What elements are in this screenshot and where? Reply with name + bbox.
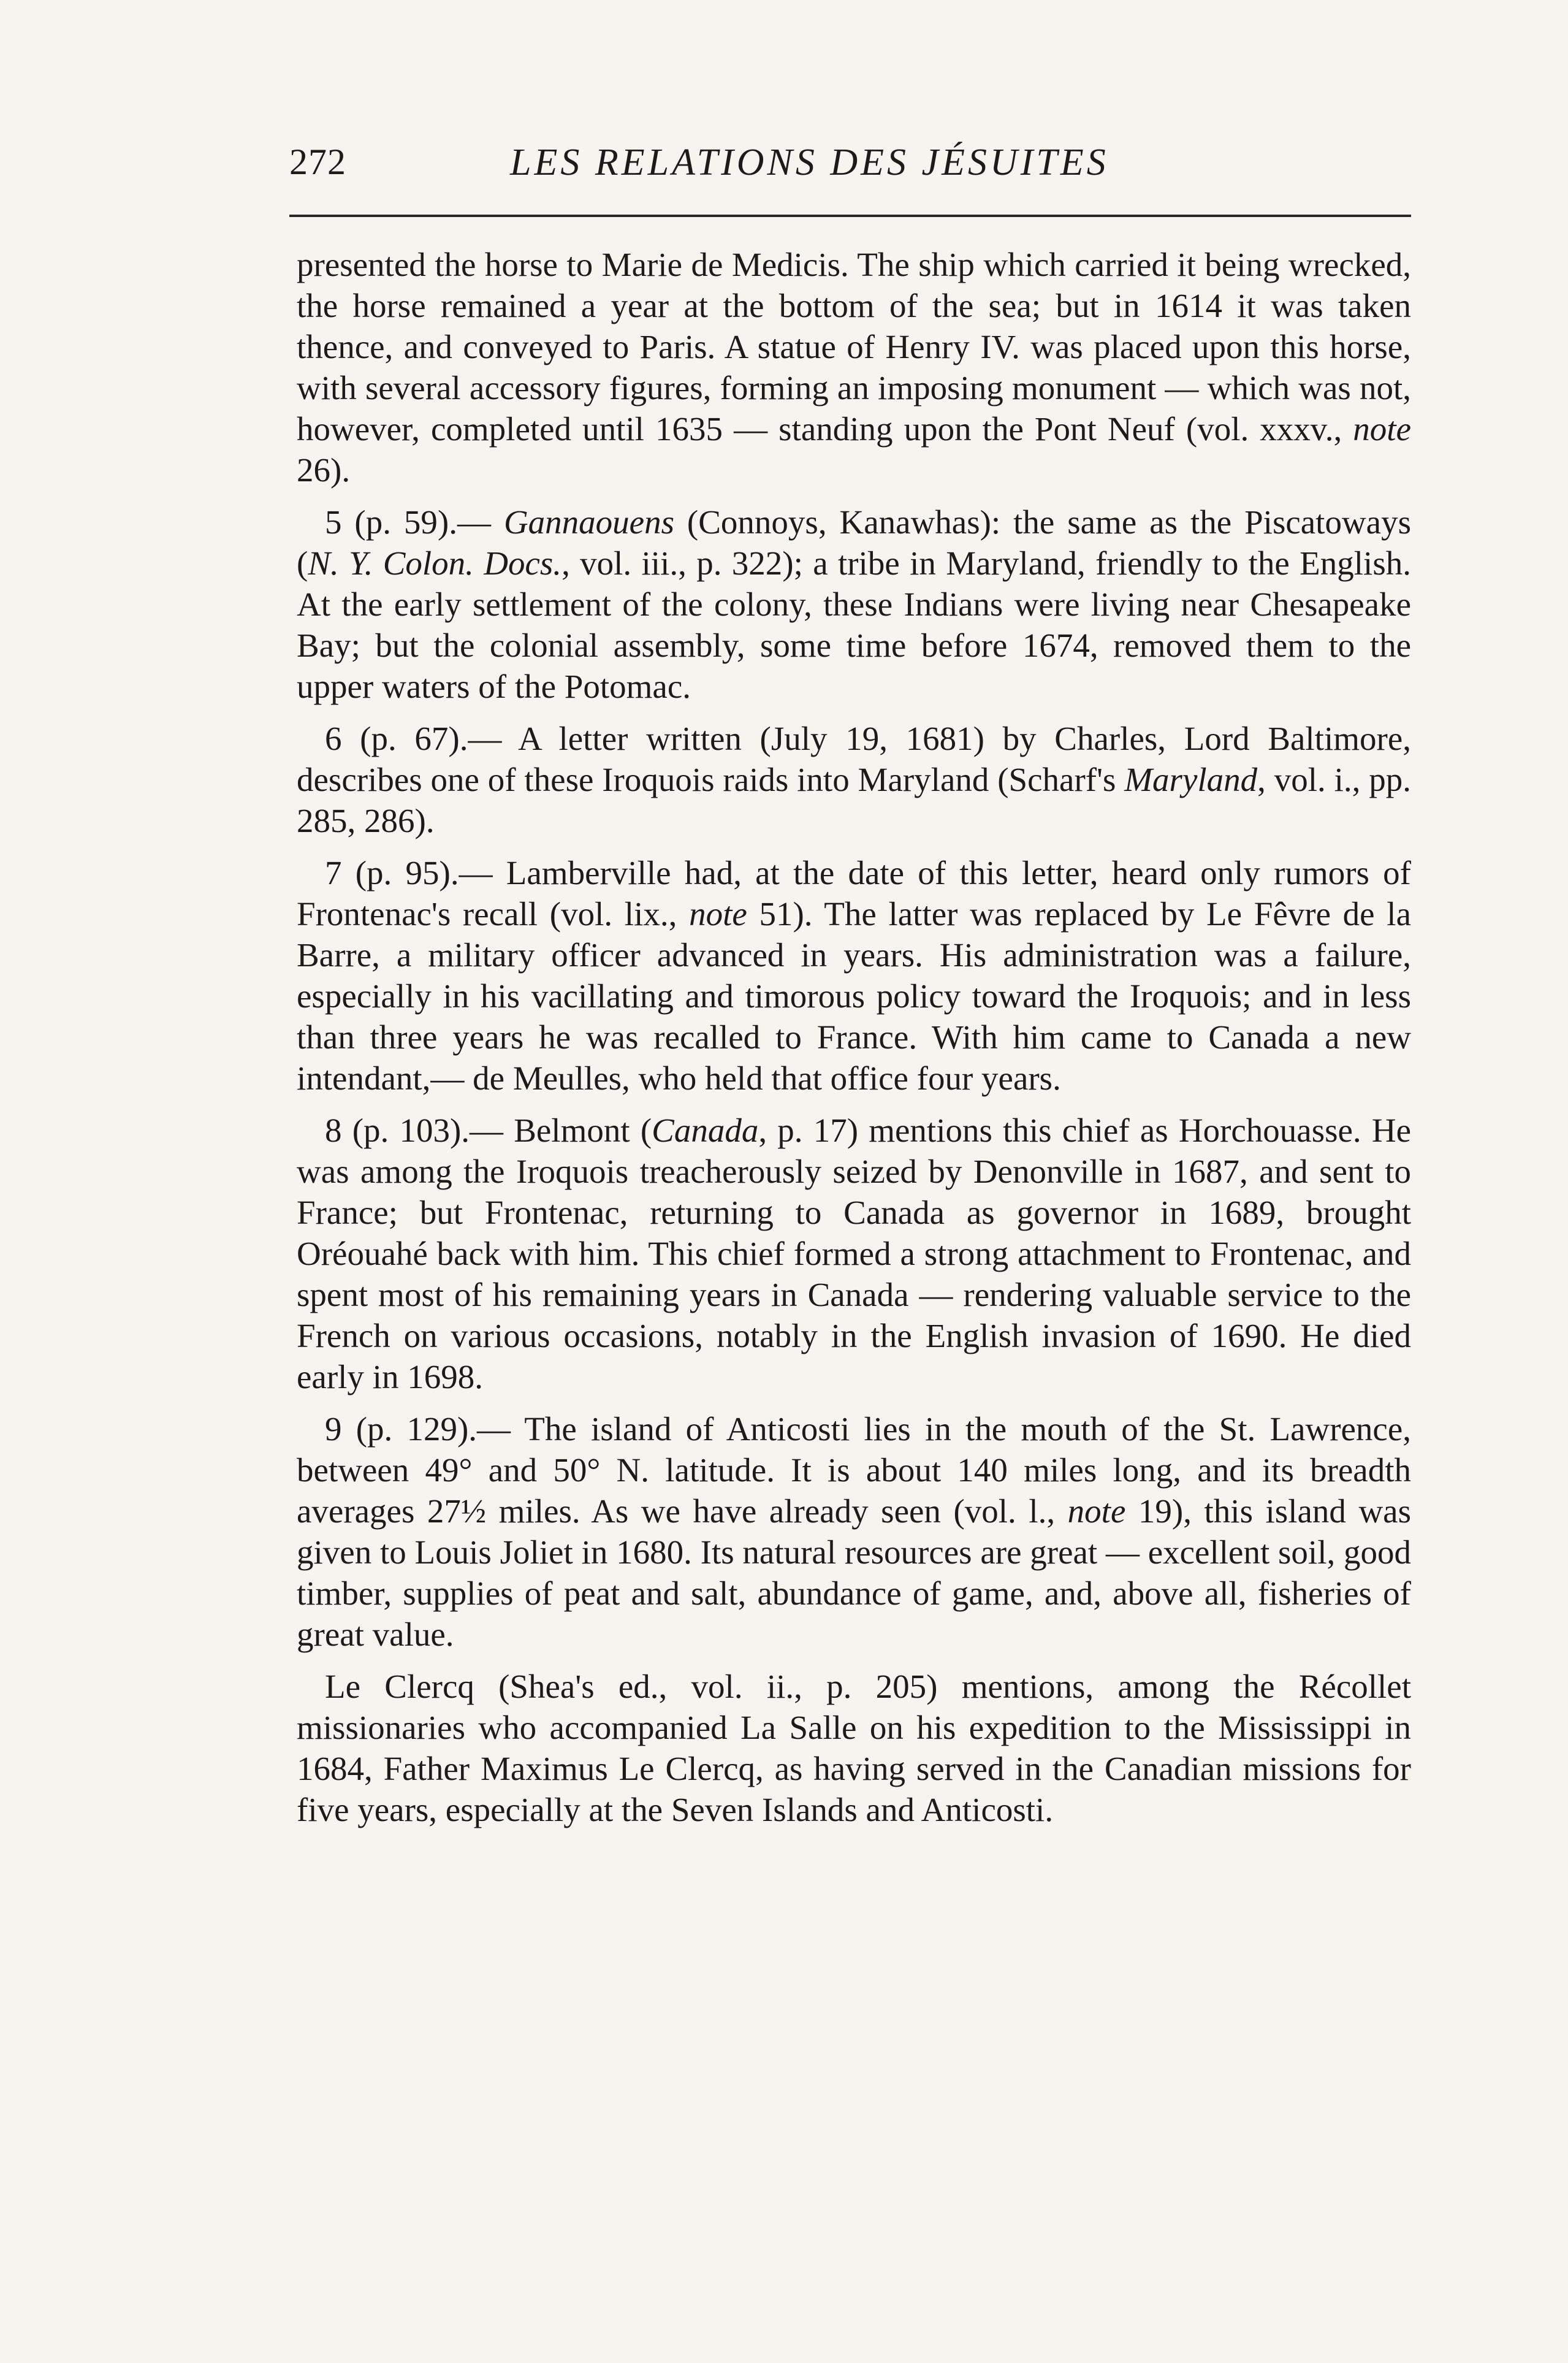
note-text: 6 (p. 67).— A letter written (July 19, 1681) by Charles, Lord Baltimore, describes one of these Iroquois raids into Maryland (Scharf's <box>297 720 1411 798</box>
note-text: , vol. iii., p. 322); a tribe in Maryland, friendly to the English. At the early settlement of the colony, these Indians were living near Chesapeake Bay; but the colonial assembly, some time before 1674, removed them to the upper waters of the Potomac. <box>297 544 1411 705</box>
note-text: 19), this island was given to Louis Joliet in 1680. Its natural resources are great — excellent soil, good timber, supplies of peat and salt, abundance of game, and, above all, fisheries of great value. <box>297 1492 1411 1653</box>
note-6-paragraph <box>297 718 1411 841</box>
page-header <box>289 141 1411 202</box>
note-text-italic: N. Y. Colon. Docs. <box>308 544 562 582</box>
note-text: 8 (p. 103).— Belmont ( <box>325 1112 652 1149</box>
note-7-paragraph <box>297 852 1411 1099</box>
running-head: LES RELATIONS DES JÉSUITES <box>510 142 1109 183</box>
note-text-italic: note <box>689 895 747 933</box>
note-continued-paragraph <box>297 244 1411 491</box>
note-text: (Connoys, Kanawhas): the same as the Piscatoways ( <box>297 503 1411 582</box>
note-text: 9 (p. 129).— The island of Anticosti lies in the mouth of the St. Lawrence, between 49° and 50° N. latitude. It is about 140 miles long, and its breadth averages 27½ miles. As we have already seen (vol. l., <box>297 1410 1411 1530</box>
note-text: 51). The latter was replaced by Le Fêvre de la Barre, a military officer advanced in years. His administration was a failure, especially in his vacillating and timorous policy toward the Iroquois; and in less than three years he was recalled to France. With him came to Canada a new intendant,— de Meulles, who held that office four years. <box>297 895 1411 1097</box>
note-text: , vol. i., pp. 285, 286). <box>297 761 1411 839</box>
note-text: presented the horse to Marie de Medicis. The ship which carried it being wrecked, the horse remained a year at the bottom of the sea; but in 1614 it was taken thence, and conveyed to Paris. A statue of Henry IV. was placed upon this horse, with several accessory figures, forming an imposing monument — which was not, however, completed until 1635 — standing upon the Pont Neuf (vol. xxxv., <box>297 246 1411 448</box>
note-8-paragraph <box>297 1110 1411 1397</box>
note-text-italic: Canada <box>652 1112 759 1149</box>
page-number: 272 <box>289 142 346 182</box>
note-text: 7 (p. 95).— Lamberville had, at the date of this letter, heard only rumors of Frontenac's recall (vol. lix., <box>297 854 1411 933</box>
notes-body <box>297 244 1411 1830</box>
note-text: Le Clercq (Shea's ed., vol. ii., p. 205) mentions, among the Récollet missionaries who accompanied La Salle on his expedition to the Mississippi in 1684, Father Maximus Le Clercq, as having served in the Canadian missions for five years, especially at the Seven Islands and Anticosti. <box>297 1668 1411 1828</box>
note-5-paragraph <box>297 502 1411 707</box>
note-text-italic: note <box>1067 1492 1126 1530</box>
note-9-paragraph <box>297 1408 1411 1655</box>
note-text: , p. 17) mentions this chief as Horchouasse. He was among the Iroquois treacherously seized by Denonville in 1687, and sent to France; but Frontenac, returning to Canada as governor in 1689, brought Oréouahé back with him. This chief formed a strong attachment to Frontenac, and spent most of his remaining years in Canada — rendering valuable service to the French on various occasions, notably in the English invasion of 1690. He died early in 1698. <box>297 1112 1411 1395</box>
note-text: 26). <box>297 451 351 489</box>
note-9-second-paragraph <box>297 1666 1411 1830</box>
note-text-italic: Gannaouens <box>503 503 674 541</box>
header-rule <box>289 215 1411 217</box>
note-text-italic: note <box>1353 410 1411 448</box>
note-text: 5 (p. 59).— <box>325 503 504 541</box>
note-text-italic: Maryland <box>1124 761 1258 798</box>
